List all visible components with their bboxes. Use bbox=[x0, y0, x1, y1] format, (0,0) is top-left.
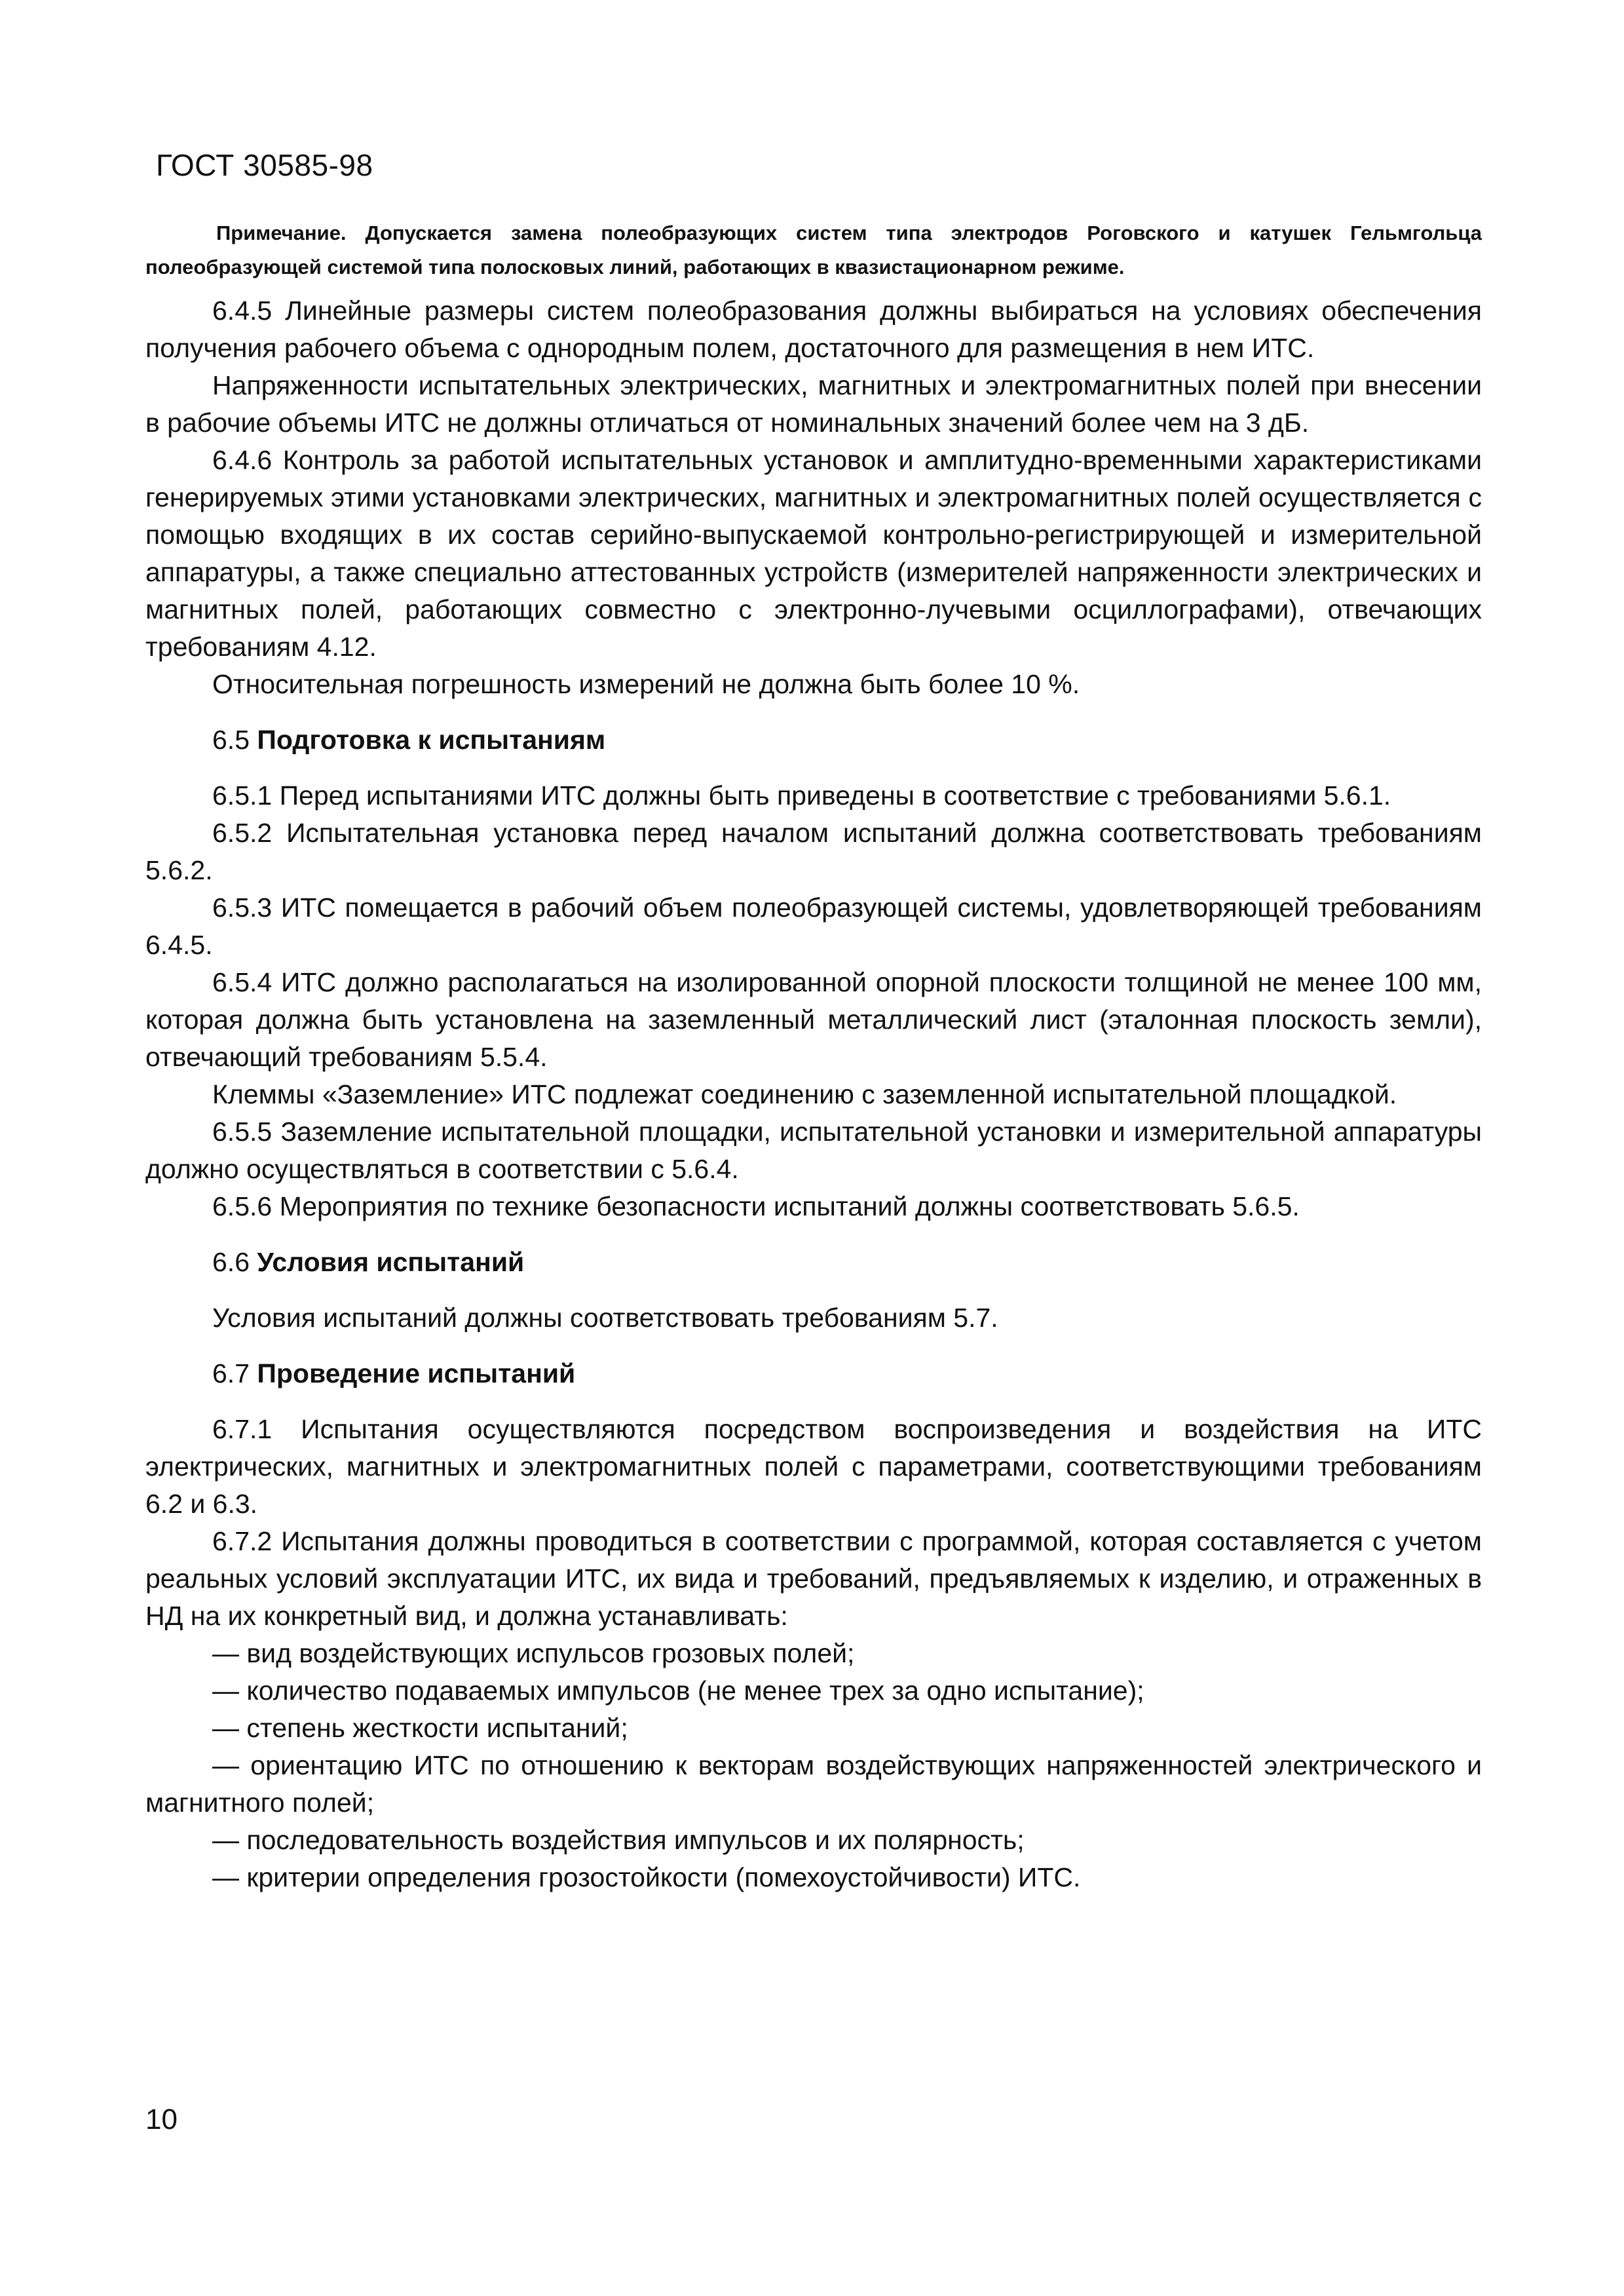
paragraph-6-5-4: 6.5.4 ИТС должно располагаться на изолированной опорной плоскости толщиной не менее 100 мм, которая должна быть установлена на заземленный металлический лист (эталонная плоскость земли), отвечающий требованиям 5.5.4. bbox=[145, 967, 1482, 1072]
paragraph-6-5-6: 6.5.6 Мероприятия по технике безопасности испытаний должны соответствовать 5.6.5. bbox=[212, 1191, 1300, 1221]
list-item: — последовательность воздействия импульсов и их полярность; bbox=[212, 1825, 1025, 1855]
paragraph-6-5-2: 6.5.2 Испытательная установка перед началом испытаний должна соответствовать требованиям 5.6.2. bbox=[145, 818, 1482, 885]
paragraph-6-5-3: 6.5.3 ИТС помещается в рабочий объем полеобразующей системы, удовлетворяющей требованиям 6.4.5. bbox=[145, 892, 1482, 960]
paragraph-6-5-5: 6.5.5 Заземление испытательной площадки, испытательной установки и измерительной аппаратуры должно осуществляться в соответствии с 5.6.4. bbox=[145, 1117, 1482, 1184]
document-body bbox=[145, 216, 1482, 1896]
paragraph-6-4-6: 6.4.6 Контроль за работой испытательных установок и амплитудно-временными характеристиками генерируемых этими установками электрических, магнитных и электромагнитных полей осуществляется с помощью входящих в их состав серийно-выпускаемой контрольно-регистрирующей и измерительной аппаратуры, а также специально аттестованных устройств (измерителей напряженности электрических и магнитных полей, работающих совместно с электронно-лучевыми осциллографами), отвечающих требованиям 4.12. bbox=[145, 445, 1482, 662]
paragraph-6-6: Условия испытаний должны соответствовать требованиям 5.7. bbox=[212, 1303, 998, 1333]
paragraph-6-5-4-b: Клеммы «Заземление» ИТС подлежат соединению с заземленной испытательной площадкой. bbox=[212, 1079, 1397, 1109]
section-title: Проведение испытаний bbox=[257, 1358, 576, 1388]
paragraph-6-7-2: 6.7.2 Испытания должны проводиться в соответствии с программой, которая составляется с учетом реальных условий эксплуатации ИТС, их вида и требований, предъявляемых к изделию, и отраженных в НД на их конкретный вид, и должна устанавливать: bbox=[145, 1526, 1482, 1631]
section-title: Подготовка к испытаниям bbox=[257, 725, 606, 755]
section-number: 6.7 bbox=[212, 1358, 257, 1388]
note-paragraph bbox=[145, 216, 1482, 284]
paragraph-6-5-1: 6.5.1 Перед испытаниями ИТС должны быть приведены в соответствие с требованиями 5.6.1. bbox=[212, 780, 1391, 811]
list-item: — критерии определения грозостойкости (помехоустойчивости) ИТС. bbox=[212, 1862, 1081, 1892]
list-item: — степень жесткости испытаний; bbox=[212, 1713, 628, 1743]
paragraph-6-4-5-b: Напряженности испытательных электрических, магнитных и электромагнитных полей при внесении в рабочие объемы ИТС не должны отличаться от номинальных значений более чем на 3 дБ. bbox=[145, 370, 1482, 438]
page-number: 10 bbox=[145, 2103, 178, 2135]
section-number: 6.5 bbox=[212, 725, 257, 755]
note-label: Примечание. bbox=[216, 221, 347, 244]
section-title: Условия испытаний bbox=[257, 1247, 525, 1277]
paragraph-6-4-6-b: Относительная погрешность измерений не должна быть более 10 %. bbox=[212, 669, 1080, 699]
section-number: 6.6 bbox=[212, 1247, 257, 1277]
list-item: — ориентацию ИТС по отношению к векторам воздействующих напряженностей электрического и магнитного полей; bbox=[145, 1750, 1482, 1818]
paragraph-6-7-1: 6.7.1 Испытания осуществляются посредством воспроизведения и воздействия на ИТС электрических, магнитных и электромагнитных полей с параметрами, соответствующими требованиям 6.2 и 6.3. bbox=[145, 1414, 1482, 1519]
note-text: Допускается замена полеобразующих систем типа электродов Роговского и катушек Гельмгольца полеобразующей системой типа полосковых линий, работающих в квазистационарном режиме. bbox=[145, 221, 1482, 278]
list-item: — количество подаваемых импульсов (не менее трех за одно испытание); bbox=[212, 1675, 1144, 1706]
paragraph-6-4-5: 6.4.5 Линейные размеры систем полеобразования должны выбираться на условиях обеспечения получения рабочего объема с однородным полем, достаточного для размещения в нем ИТС. bbox=[145, 296, 1482, 363]
section-heading-6-7 bbox=[145, 1355, 1482, 1392]
document-header: ГОСТ 30585-98 bbox=[156, 148, 373, 182]
list-item: — вид воздействующих испульсов грозовых полей; bbox=[212, 1638, 855, 1668]
section-heading-6-5 bbox=[145, 721, 1482, 759]
section-heading-6-6 bbox=[145, 1244, 1482, 1281]
